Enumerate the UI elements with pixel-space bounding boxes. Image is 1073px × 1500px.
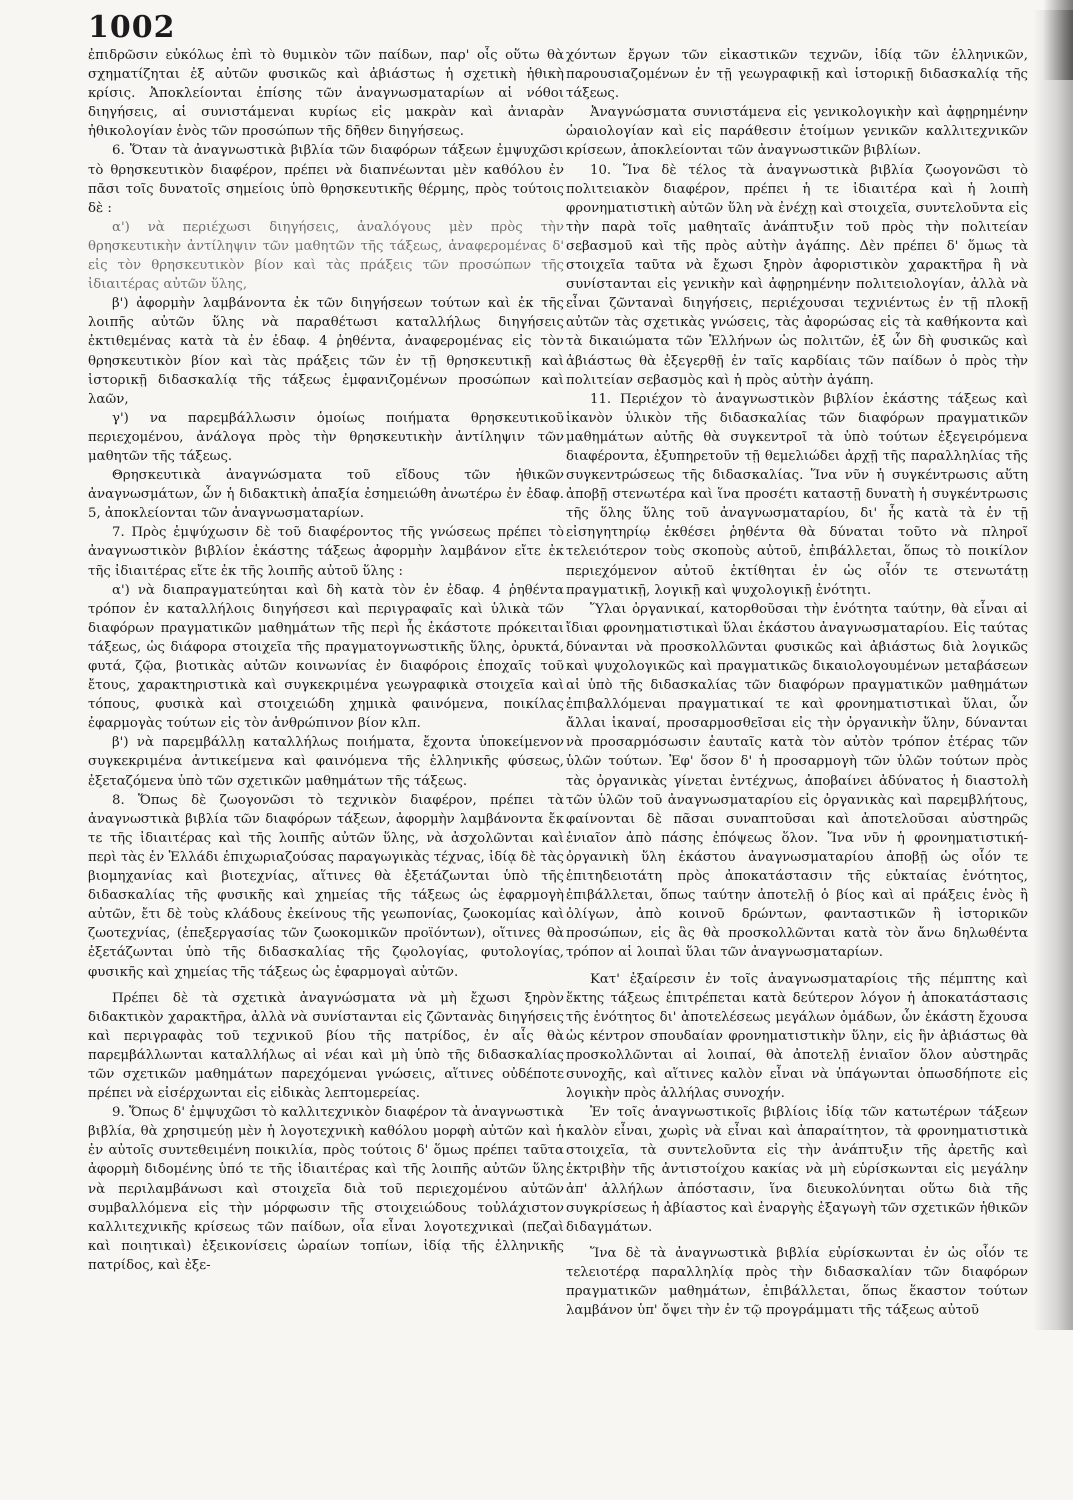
paragraph: Ἐν τοῖς ἀναγνωστικοῖς βιβλίοις ἰδίᾳ τῶν κατωτέρων τάξεων καλὸν εἶναι, χωρὶς νὰ εἶναι καὶ ἀπαραίτητον, τὰ φρονηματιστικὰ στοιχεῖα, τὰ συντελοῦντα εἰς τὴν ἀνάπτυξιν τῆς ἀρετῆς καὶ ἐκτριβὴν τῆς ἀντιστοίχου κακίας νὰ μὴ εὑρίσκωνται εἰς μεγάλην ἀπ' ἀλλήλων ἀπόστασιν, ἵνα διευκολύνηται οὕτω διὰ τῆς συγκρίσεως ἡ ἀβίαστος καὶ ἐναργὴς ἐξαγωγὴ τῶν σχετικῶν ἠθικῶν διδαγμάτων. [566, 1105, 1028, 1235]
paragraph: Πρέπει δὲ τὰ σχετικὰ ἀναγνώσματα νὰ μὴ ἔχωσι ξηρὸν διδακτικὸν χαρακτῆρα, ἀλλὰ νὰ συνίστανται εἰς ζῶντανὰς διηγήσεις καὶ περιγραφὰς τοῦ τεχνικοῦ βίου τῆς πατρίδος, ἐν αἷς θὰ παρεμβάλλωνται καταλλήλως αἱ νέαι καὶ μὴ ὑπὸ τῆς διδασκαλίας τῶν σχετικῶν μαθημάτων παρεχόμεναι γνώσεις, αἵτινες οὐδέποτε πρέπει νὰ εἰσέρχωνται εἰς εἰδικὰς λεπτομερείας. [88, 990, 564, 1102]
scan-shadow [1033, 10, 1073, 1330]
list-item-c: γ') να παρεμβάλλωσιν ὁμοίως ποιήματα θρησκευτικοῦ περιεχομένου, ἀνάλογα πρὸς τὴν θρησκευτικὴν ἀντίληψιν τῶν μαθητῶν τῆς τάξεως. [88, 410, 564, 464]
paragraph-section-7: 7. Πρὸς ἐμψύχωσιν δὲ τοῦ διαφέροντος τῆς γνώσεως πρέπει τὸ ἀναγνωστικὸν βιβλίον ἑκάστης τάξεως ἀφορμὴν λαμβάνον εἴτε ἐκ τῆς ἰδιαιτέρας εἴτε ἐκ τῆς λοιπῆς αὐτοῦ ὕλης : [88, 525, 564, 579]
paragraph-section-6: 6. Ὅταν τὰ ἀναγνωστικὰ βιβλία τῶν διαφόρων τάξεων ἐμψυχῶσι τὸ θρησκευτικὸν διαφέρον, πρέπει νὰ διαπνέωνται μὲν καθόλου ἐν πᾶσι τοῖς δυνατοῖς σημείοις ὑπὸ θρησκευτικῆς θέρμης, πρὸς τούτοις δὲ : [88, 143, 564, 216]
list-item-b: β') ἀφορμὴν λαμβάνοντα ἐκ τῶν διηγήσεων τούτων καὶ ἐκ τῆς λοιπῆς αὐτῶν ὕλης νὰ παραθέτωσι καταλλήλως διηγήσεις ἐκτιθεμένας κατὰ τὰ ἐν ἐδαφ. 4 ῥηθέντα, ἀναφερομένας εἰς τὸν θρησκευτικὸν βίον καὶ τὰς πράξεις τῶν ἐν τῇ θρησκευτικῇ καὶ ἱστορικῇ διδασκαλίᾳ τῆς τάξεως ἐμφανιζομένων προσώπων καὶ λαῶν, [88, 296, 564, 407]
left-column [88, 46, 564, 1448]
paragraph: Ὕλαι ὀργανικαί, κατορθοῦσαι τὴν ἑνότητα ταύτην, θὰ εἶναι αἱ ἴδιαι φρονηματιστικαὶ ὕλαι ἑκάστου ἀναγνωσματαρίου. Εἰς ταύτας δύνανται νὰ προσκολλῶνται φυσικῶς καὶ ἀβιάστως διὰ λογικῶς καὶ ψυχολογικῶς καὶ πραγματικῶς δικαιολογουμένων μεταβάσεων αἱ ὑπὸ τῆς διδασκαλίας τῶν διαφόρων πραγματικῶν μαθημάτων ἐπιβαλλόμεναι πραγματικαί τε καὶ φρονηματιστικαὶ ὕλαι, ὧν ἄλλαι ἱκαναί, προσαρμοσθεῖσαι εἰς τὴν ὀργανικὴν ὕλην, δύνανται νὰ προσαρμόσωσιν ἑαυταῖς κατὰ τὸν αὐτὸν τρόπον ἑτέρας τῶν ὑλῶν τούτων. Ἐφ' ὅσον δ' ἡ προσαρμογὴ τῶν ὑλῶν τούτων πρὸς τὰς ὀργανικὰς γίνεται ἐντέχνως, ἀποβαίνει ἀδύνατος ἡ διαστολὴ τῶν ὑλῶν τοῦ ἀναγνωσματαρίου εἰς ὀργανικὰς καὶ παρεμβλήτους, φαίνονται δὲ πᾶσαι συναπτοῦσαι καὶ ἀποτελοῦσαι αὐστηρῶς ἑνιαῖον ἀπὸ πάσης ἐπόψεως ὅλον. Ἵνα νῦν ἡ φρονηματιστική-ὀργανικὴ ὕλη ἑκάστου ἀναγνωσματαρίου ἀποβῇ ὡς οἷόν τε ἐπιτηδειοτάτη πρὸς ἀποκατάστασιν τῆς εὐκταίας ἑνότητος, ἐπιβάλλεται, ὅπως ταύτην ἀποτελῇ ὁ βίος καὶ αἱ πράξεις ἑνὸς ἢ ὀλίγων, ἀπὸ κοινοῦ δρώντων, φανταστικῶν ἢ ἱστορικῶν προσώπων, εἰς ἃς θὰ προσκολλῶνται κατὰ τὸν ἄνω δηλωθέντα τρόπον αἱ λοιπαὶ ὕλαι τῶν ἀναγνωσματαρίων. [566, 601, 1028, 961]
paragraph: Ἀναγνώσματα συνιστάμενα εἰς γενικολογικὴν καὶ ἀφῃρημένην ὡραιολογίαν καὶ εἰς παράθεσιν ἑτοίμων γενικῶν καλλιτεχνικῶν κρίσεων, ἀποκλείονται τῶν ἀναγνωστικῶν βιβλίων. [566, 105, 1028, 159]
paragraph-section-8: 8. Ὅπως δὲ ζωογονῶσι τὸ τεχνικὸν διαφέρον, πρέπει τὰ ἀναγνωστικὰ βιβλία τῶν διαφόρων τάξεων, ἀφορμὴν λαμβάνοντα ἔκ τε τῆς ἰδιαιτέρας καὶ τῆς λοιπῆς αὐτῶν ὕλης, νὰ ἀσχολῶνται καὶ περὶ τὰς ἐν Ἑλλάδι ἐπιχωριαζούσας παραγωγικὰς τέχνας, ἰδίᾳ δὲ τὰς βιομηχανίας καὶ βιοτεχνίας, αἵτινες θὰ ἐξετάζωνται ὑπὸ τῆς διδασκαλίας τῆς φυσικῆς καὶ χημείας τῆς τάξεως ὡς ἐφαρμογὴ αὐτῶν, ἔτι δὲ τοὺς κλάδους ἐκείνους τῆς γεωπονίας, ζωοκομίας καὶ ζωοτεχνίας, (ἐπεξεργασίας τῶν ζωοκομικῶν προϊόντων), οἵτινες θὰ ἐξετάζωνται ὑπὸ τῆς διδασκαλίας τῆς ζῳολογίας, φυτολογίας, φυσικῆς καὶ χημείας τῆς τάξεως ὡς ἐφαρμογαὶ αὐτῶν. [88, 792, 564, 980]
list-item-a: α') νὰ διαπραγματεύηται καὶ δὴ κατὰ τὸν ἐν ἐδαφ. 4 ῥηθέντα τρόπον ἐν καταλλήλοις διηγήσεσι καὶ περιγραφαῖς καὶ ὑλικὰ τῶν διαφόρων πραγματικῶν μαθημάτων τῆς περὶ ἧς ἑκάστοτε πρόκειται τάξεως, ὡς διάφορα στοιχεῖα τῆς πραγματογνωστικῆς ὕλης, ὀρυκτά, φυτά, ζῷα, βιοτικὰς αὐτῶν κοινωνίας ἐν διαφόροις ἐποχαῖς τοῦ ἔτους, χαρακτηριστικὰ καὶ συγκεκριμένα γεωγραφικὰ στοιχεῖα καὶ τόπους, φυσικὰ καὶ στοιχειώδη χημικὰ φαινόμενα, ποικίλας ἐφαρμογὰς τούτων εἰς τὸν ἀνθρώπινον βίον κλπ. [88, 582, 564, 732]
list-item-b: β') νὰ παρεμβάλλῃ καταλλήλως ποιήματα, ἔχοντα ὑποκείμενον συγκεκριμένα ἀντικείμενα καὶ φαινόμενα τῆς ἑλληνικῆς φύσεως, ἐξεταζόμενα ὑπὸ τῶν σχετικῶν μαθημάτων τῆς τάξεως. [88, 735, 564, 789]
page-number: 1002 [88, 10, 176, 45]
paragraph: Θρησκευτικὰ ἀναγνώσματα τοῦ εἴδους τῶν ἠθικῶν ἀναγνωσμάτων, ὧν ἡ διδακτικὴ ἀπαξία ἐσημειώθη ἀνωτέρω ἐν ἐδαφ. 5, ἀποκλείονται τῶν ἀναγνωσματαρίων. [88, 468, 564, 522]
paragraph-section-10: 10. Ἵνα δὲ τέλος τὰ ἀναγνωστικὰ βιβλία ζωογονῶσι τὸ πολιτειακὸν διαφέρον, πρέπει ἡ τε ἰδιαιτέρα καὶ ἡ λοιπὴ φρονηματιστικὴ αὐτῶν ὕλη νὰ ἐνέχῃ καὶ στοιχεῖα, συντελοῦντα εἰς τὴν παρὰ τοῖς μαθηταῖς ἀνάπτυξιν τοῦ πρὸς τὴν πολιτείαν σεβασμοῦ καὶ τῆς πρὸς αὐτὴν ἀγάπης. Δὲν πρέπει δ' ὅμως τὰ στοιχεῖα ταῦτα νὰ ἔχωσι ξηρὸν ἀφοριστικὸν χαρακτῆρα ἢ νὰ συνίστανται εἰς γενικὴν καὶ ἀφῃρημένην πολιτειολογίαν, ἀλλὰ νὰ εἶναι ζῶνταναὶ διηγήσεις, περιέχουσαι τεχνιέντως ἐν τῇ πλοκῇ αὐτῶν τὰς σχετικὰς γνώσεις, τὰς ἀφορώσας εἰς τὰ καθήκοντα καὶ τὰ δικαιώματα τῶν Ἑλλήνων ὡς πολιτῶν, ἐξ ὧν δὴ φυσικῶς καὶ ἀβιάστως θὰ ἐξεγερθῇ ἐν ταῖς καρδίαις τῶν παίδων ὁ πρὸς τὴν πολιτείαν σεβασμὸς καὶ ἡ πρὸς αὐτὴν ἀγάπη. [566, 162, 1028, 388]
paragraph: ἐπιδρῶσιν εὐκόλως ἐπὶ τὸ θυμικὸν τῶν παίδων, παρ' οἷς οὕτω θὰ σχηματίζηται ἐξ αὐτῶν φυσικῶς καὶ ἀβιάστως ἡ σχετικὴ ἠθικὴ κρίσις. Ἀποκλείονται ἐπίσης τῶν ἀναγνωσματαρίων αἱ νόθοι διηγήσεις, αἱ συνιστάμεναι κυρίως εἰς μακρὰν καὶ ἀνιαρὰν ἠθικολογίαν ἑνὸς τῶν προσώπων τῆς δῆθεν διηγήσεως. [88, 48, 564, 140]
paragraph: Ἵνα δὲ τὰ ἀναγνωστικὰ βιβλία εὑρίσκωνται ἐν ὡς οἷόν τε τελειοτέρᾳ παραλληλίᾳ πρὸς τὴν διδασκαλίαν τῶν διαφόρων πραγματικῶν μαθημάτων, ἐπιβάλλεται, ὅπως ἕκαστον τούτων λαμβάνον ὑπ' ὄψει τὴν ἐν τῷ προγράμματι τῆς τάξεως αὐτοῦ [566, 1245, 1028, 1319]
paragraph: Κατ' ἐξαίρεσιν ἐν τοῖς ἀναγνωσματαρίοις τῆς πέμπτης καὶ ἕκτης τάξεως ἐπιτρέπεται κατὰ δεύτερον λόγον ἡ ἀποκατάστασις τῆς ἑνότητος δι' ἀποτελέσεως μεγάλων ὁμάδων, ὧν ἑκάστη ἔχουσα ὡς κέντρον σπουδαίαν φρονηματιστικὴν ὕλην, εἰς ἣν ἀβιάστως θὰ προσκολλῶνται αἱ λοιπαί, θὰ ἀποτελῇ ἑνιαῖον ὅλον αὐστηρᾶς συνοχῆς, καὶ αἵτινες καλὸν εἶναι νὰ ὑπάγωνται ὁπωσδήποτε εἰς λογικὴν πρὸς ἀλλήλας συνοχήν. [566, 971, 1028, 1102]
right-column [566, 46, 1028, 1448]
scan-shadow-corner [1043, 0, 1073, 80]
paragraph: χόντων ἔργων τῶν εἰκαστικῶν τεχνῶν, ἰδίᾳ τῶν ἑλληνικῶν, παρουσιαζομένων ἐν τῇ γεωγραφικῇ καὶ ἱστορικῇ διδασκαλίᾳ τῆς τάξεως. [566, 48, 1028, 102]
paragraph-section-9: 9. Ὅπως δ' ἐμψυχῶσι τὸ καλλιτεχνικὸν διαφέρον τὰ ἀναγνωστικὰ βιβλία, θὰ χρησιμεύῃ μὲν ἡ λογοτεχνικὴ καθόλου μορφὴ αὐτῶν καὶ ἡ ἐν αὐτοῖς συντεθειμένη ποικιλία, πρὸς τούτοις δ' ὅμως πρέπει ταῦτα ἀφορμὴ διδομένης ὑπό τε τῆς ἰδιαιτέρας καὶ τῆς λοιπῆς αὐτῶν ὕλης νὰ περιλαμβάνωσι καὶ στοιχεῖα διὰ τοῦ περιεχομένου αὐτῶν συμβαλλόμενα εἰς τὴν μόρφωσιν τῆς στοιχειώδους τοὐλάχιστον καλλιτεχνικῆς κρίσεως τῶν παίδων, οἷα εἶναι λογοτεχνικαὶ (πεζαὶ καὶ ποιητικαὶ) ἐξεικονίσεις ὡραίων τοπίων, ἰδίᾳ τῆς ἑλληνικῆς πατρίδος, καὶ ἐξε- [88, 1105, 564, 1273]
paragraph-section-11: 11. Περιέχον τὸ ἀναγνωστικὸν βιβλίον ἑκάστης τάξεως καὶ ἱκανὸν ὑλικὸν τῆς διδασκαλίας τῶν διαφόρων πραγματικῶν μαθημάτων αὐτῆς θὰ συγκεντροῖ τὰ ὑπὸ τούτων ἐξεγειρόμενα διαφέροντα, ἐξυπηρετοῦν τῇ θεμελιώδει ἀρχῇ τῆς παραλληλίας τῆς συγκεντρώσεως τῆς διδασκαλίας. Ἵνα νῦν ἡ συγκέντρωσις αὕτη ἀποβῇ στενωτέρα καὶ ἵνα προσέτι καταστῇ δυνατὴ ἡ συγκέντρωσις τῆς ὅλης ὕλης τοῦ ἀναγνωσματαρίου, δι' ἧς κατὰ τὰ ἐν τῇ εἰσηγητηρίῳ ἐκθέσει ῥηθέντα θὰ δύναται τοῦτο νὰ πληροῖ τελειότερον τοὺς σκοποὺς αὐτοῦ, ἐπιβάλλεται, ὅπως τὸ ποικίλον περιεχόμενον αὐτοῦ ἐκτίθηται ἐν ὡς οἷόν τε στενωτάτῃ πραγματικῇ, λογικῇ καὶ ψυχολογικῇ ἑνότητι. [566, 391, 1028, 598]
list-item-a: α') νὰ περιέχωσι διηγήσεις, ἀναλόγους μὲν πρὸς τὴν θρησκευτικὴν ἀντίληψιν τῶν μαθητῶν τῆς τάξεως, ἀναφερομένας δ' εἰς τὸν θρησκευτικὸν βίον καὶ τὰς πράξεις τῶν προσώπων τῆς ἰδιαιτέρας αὐτῶν ὕλης, [88, 219, 564, 293]
